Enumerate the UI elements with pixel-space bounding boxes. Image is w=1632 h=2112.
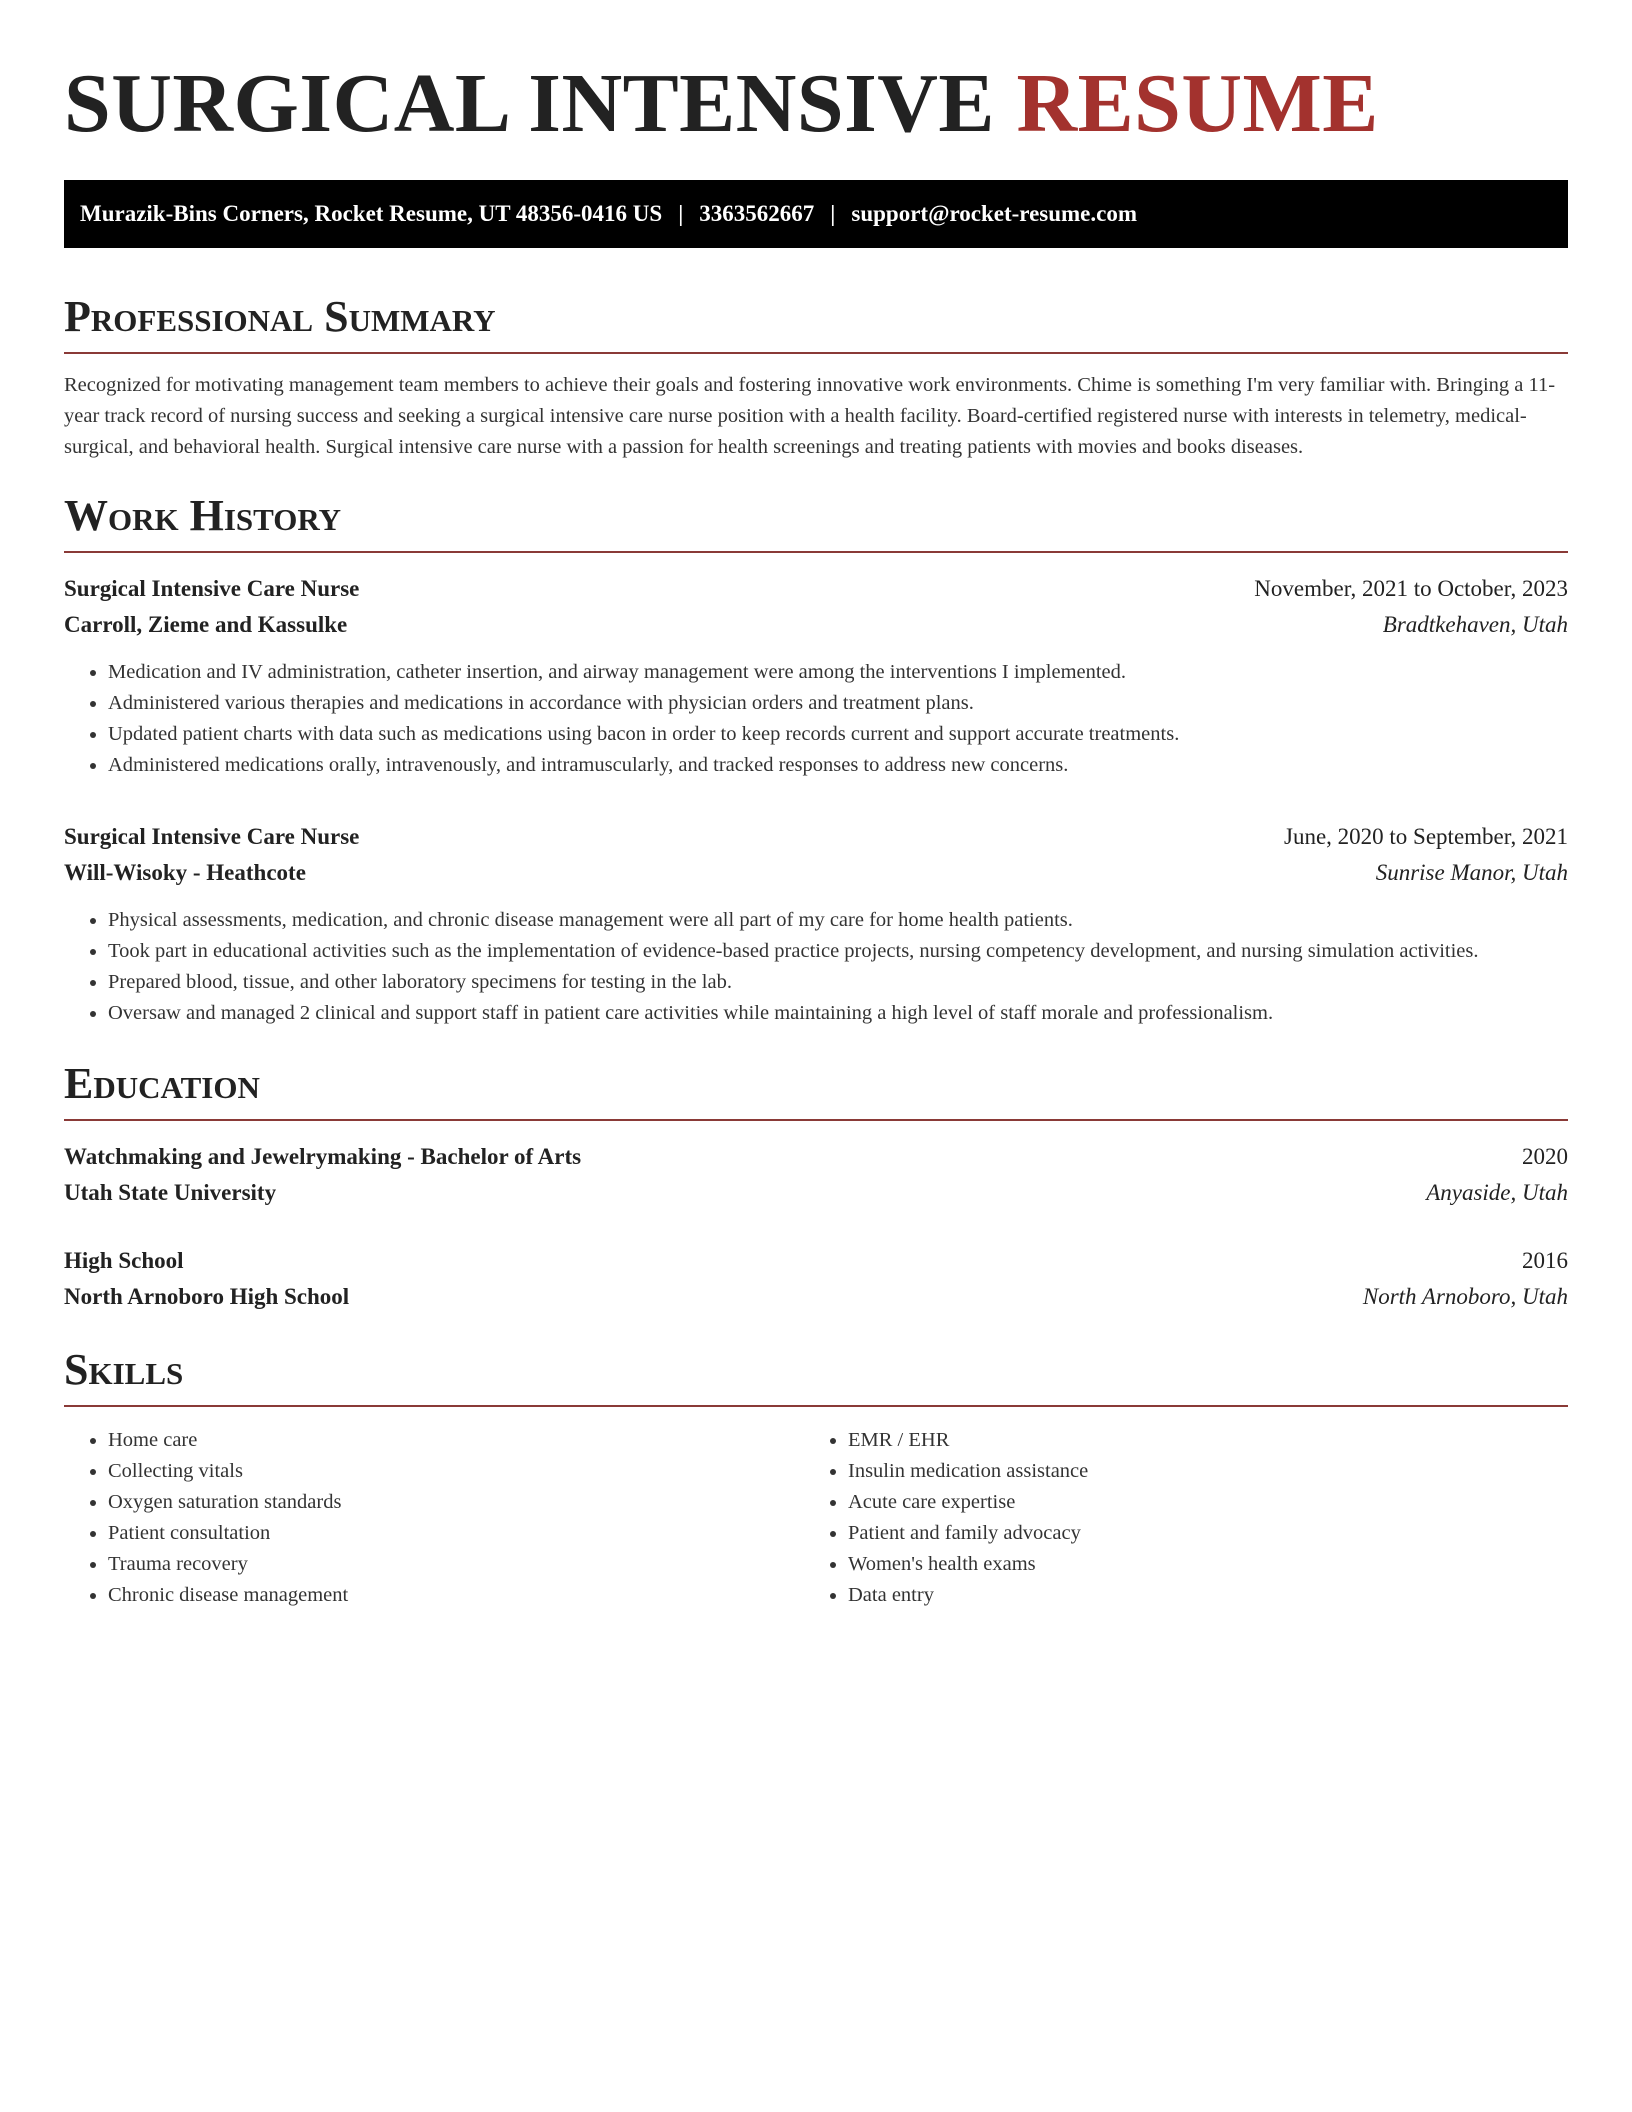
job-bullet: • Medication and IV administration, catheter insertion, and airway management were among the interventions I implemented. [108,657,1568,688]
skill-item: • Acute care expertise [848,1487,1544,1518]
section-divider [64,352,1568,354]
skill-item: • Insulin medication assistance [848,1456,1544,1487]
section-divider [64,551,1568,553]
job-bullet: • Updated patient charts with data such as medications using bacon in order to keep records current and support accurate treatments. [108,719,1568,750]
job-bullet: • Physical assessments, medication, and chronic disease management were all part of my care for home health patients. [108,905,1568,936]
job-bullet: • Prepared blood, tissue, and other laboratory specimens for testing in the lab. [108,967,1568,998]
job-entry [64,819,1568,1029]
skills-list-left [64,1425,804,1611]
section-heading-education: Education [64,1059,260,1108]
job-bullet: • Administered various therapies and medications in accordance with physician orders and treatment plans. [108,688,1568,719]
skill-item: • Patient and family advocacy [848,1518,1544,1549]
contact-phone[interactable]: 3363562667 [699,201,815,226]
section-divider [64,1405,1568,1407]
job-dates: November, 2021 to October, 2023 [1254,576,1568,601]
education-year: 2016 [1522,1248,1568,1273]
job-bullet: • Administered medications orally, intravenously, and intramuscularly, and tracked responses to address new concerns. [108,750,1568,781]
work-history-section [64,491,1568,1029]
job-location: Sunrise Manor, Utah [1375,860,1568,885]
job-employer: Will-Wisoky - Heathcote [64,860,306,885]
professional-summary-section [64,292,1568,463]
section-heading-work: Work History [64,491,342,540]
skill-item: • Trauma recovery [108,1549,804,1580]
contact-address: Murazik-Bins Corners, Rocket Resume, UT 48356-0416 US [80,201,663,226]
skill-item: • Women's health exams [848,1549,1544,1580]
education-year: 2020 [1522,1144,1568,1169]
skills-list-right [804,1425,1544,1611]
job-bullets [64,657,1568,781]
education-location: Anyaside, Utah [1426,1180,1568,1205]
job-title: Surgical Intensive Care Nurse [64,576,360,601]
job-location: Bradtkehaven, Utah [1382,612,1568,637]
contact-email[interactable]: support@rocket-resume.com [851,201,1138,226]
education-school: Utah State University [64,1180,277,1205]
summary-text: Recognized for motivating management team members to achieve their goals and fostering innovative work environments. Chime is something I'm very familiar with. Bringing a 11-year track record of nursing success and seeking a surgical intensive care nurse position with a health facility. Board-certified registered nurse with interests in telemetry, medical-surgical, and behavioral health. Surgical intensive care nurse with a passion for health screenings and treating patients with movies and books diseases. [64,374,1556,458]
job-employer: Carroll, Zieme and Kassulke [64,612,348,637]
job-entry [64,571,1568,781]
contact-bar [64,180,1568,248]
skill-item: • Chronic disease management [108,1580,804,1611]
education-entry [64,1243,1568,1315]
skills-section [64,1345,1568,1611]
education-degree: High School [64,1248,184,1273]
skill-item: • Oxygen saturation standards [108,1487,804,1518]
education-location: North Arnoboro, Utah [1362,1284,1568,1309]
title-main: SURGICAL INTENSIVE [64,57,995,150]
education-section [64,1059,1568,1315]
skill-item: • Data entry [848,1580,1544,1611]
skill-item: • Collecting vitals [108,1456,804,1487]
skill-item: • Home care [108,1425,804,1456]
section-heading-skills: Skills [64,1345,184,1394]
job-bullets [64,905,1568,1029]
education-entry [64,1139,1568,1211]
education-school: North Arnoboro High School [64,1284,350,1309]
education-degree: Watchmaking and Jewelrymaking - Bachelor of Arts [64,1144,582,1169]
contact-separator: | [830,201,836,226]
resume-page [64,0,1568,1611]
skill-item: • Patient consultation [108,1518,804,1549]
job-bullet: • Took part in educational activities such as the implementation of evidence-based practice projects, nursing competency development, and nursing simulation activities. [108,936,1568,967]
job-bullet: • Oversaw and managed 2 clinical and support staff in patient care activities while maintaining a high level of staff morale and professionalism. [108,998,1568,1029]
contact-separator: | [678,201,684,226]
skills-columns [64,1425,1568,1611]
section-divider [64,1119,1568,1121]
job-title: Surgical Intensive Care Nurse [64,824,360,849]
skill-item: • EMR / EHR [848,1425,1544,1456]
section-heading-summary: Professional Summary [64,292,496,341]
resume-title [64,56,1568,152]
job-dates: June, 2020 to September, 2021 [1284,824,1568,849]
title-accent: RESUME [1016,57,1379,150]
